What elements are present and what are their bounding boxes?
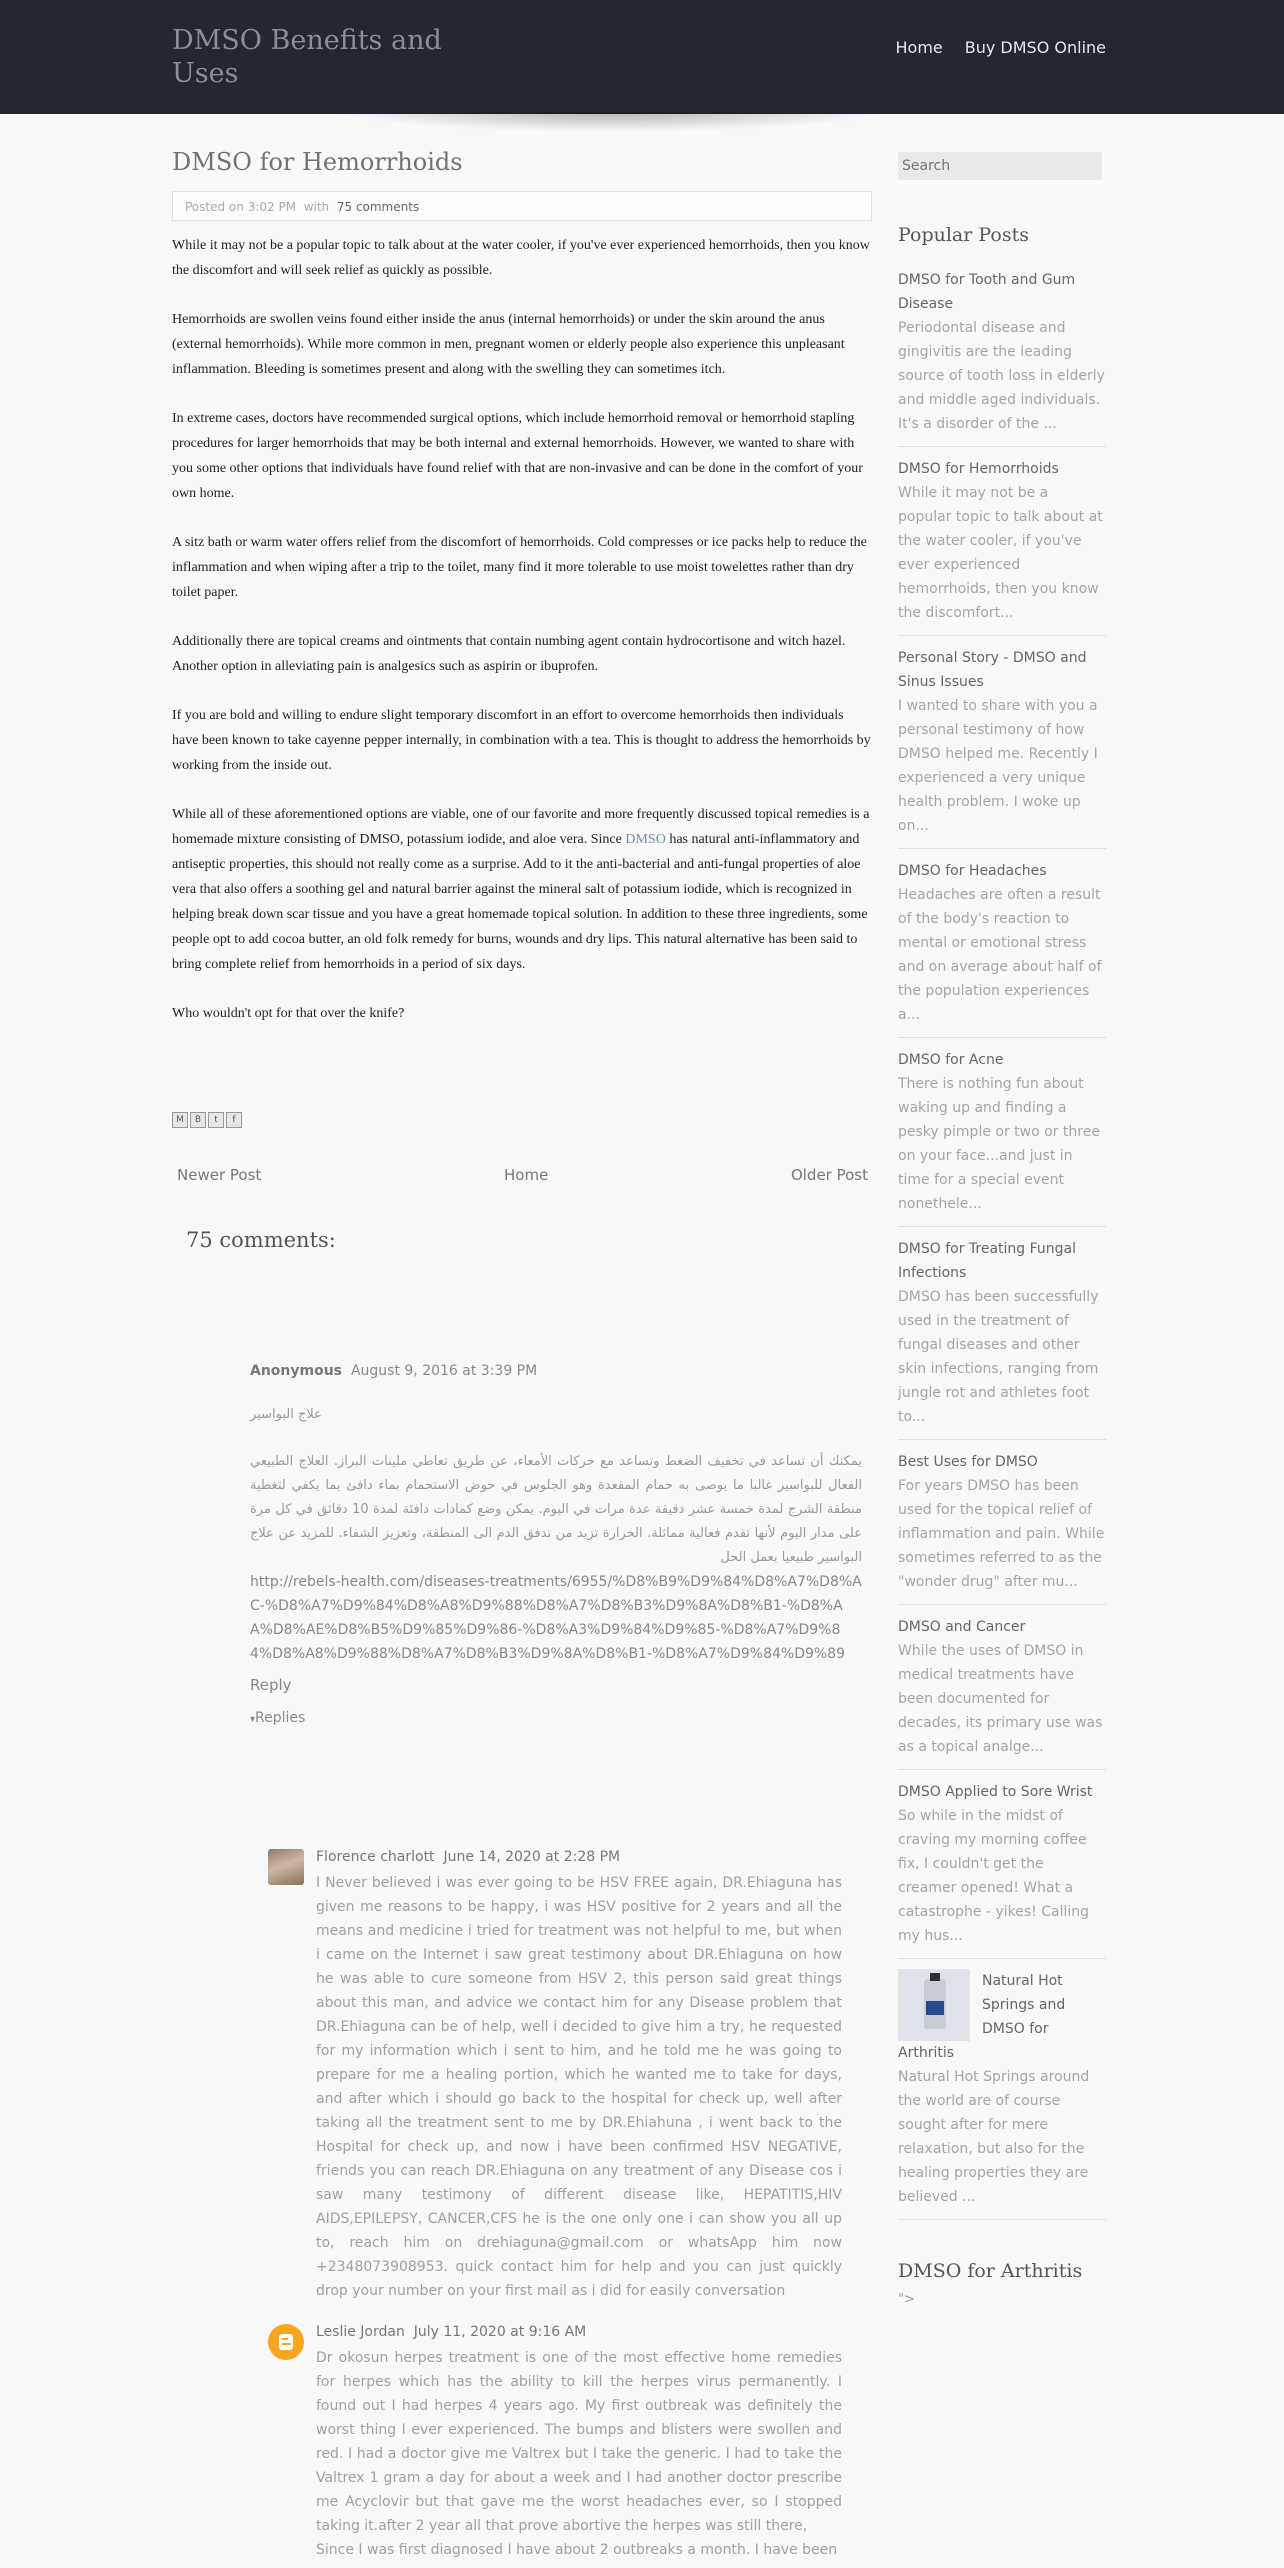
reply-text: Since I was first diagnosed I have about 2 outbreaks a month. I have been bbox=[316, 2542, 838, 2558]
p7-text: While all of these aforementioned options are viable, one of our favorite and more frequently discussed topical remedies is a homemade mixture consisting of DMSO, potassium iodide, and aloe vera. Since bbox=[172, 807, 870, 847]
arthritis-widget-text: "> bbox=[898, 2292, 915, 2307]
popular-post-title[interactable]: Natural Hot Springs and DMSO for Arthritis bbox=[898, 1973, 1066, 2061]
reply-text: I Never believed i was ever going to be HSV FREE again, DR.Ehiaguna has given me reasons to be happy, i was HSV positive for 2 years and all the means and medicine i tried for treatment was not helpful to me, but when i came on the Internet i saw great testimony about DR.Ehiaguna on how he was able to cure someone from HSV 2, this person said great things about this man, and advice we contact him for any Disease problem that DR.Ehiaguna can be of help, well i decided to give him a try, he requested for my information which i sent to him, and he told me he was going to prepare for me a healing portion, which he wanted me to take for days, and after which i should go back to the hospital for check up, well after taking all the treatment sent to me by DR.Ehiahuna , i went back to the Hospital for check up, and now i have been confirmed HSV NEGATIVE, friends you can reach DR.Ehiaguna on any treatment of any Disease cos i saw many testimony of different disease like, HEPATITIS,HIV AIDS,EPILEPSY, CANCER,CFS he is the one only one i can show you all up to, reach him on drehiaguna@gmail.com or whatsApp him now +2348073908953. quick contact him for help and you can just quickly drop your number on your first mail as i did for easily conversation bbox=[316, 1875, 842, 2299]
popular-post-title[interactable]: Best Uses for DMSO bbox=[898, 1454, 1038, 1470]
popular-post-title[interactable]: Personal Story - DMSO and Sinus Issues bbox=[898, 650, 1087, 690]
bottle-icon bbox=[924, 1979, 946, 2029]
reply-date[interactable]: June 14, 2020 at 2:28 PM bbox=[443, 1849, 621, 1865]
p7-text-end: has natural anti-inflammatory and antiseptic properties, this should not really come as a surprise. Add to it the anti-bacterial and anti-fungal properties of aloe vera that also offers a soothing gel and natural barrier against the mineral salt of potassium iodide, which is recognized in helping break down scar tissue and you have a great homemade topical solution. In addition to these three ingredients, some people opt to add cocoa butter, an old folk remedy for burns, wounds and dry lips. This natural alternative has been said to bring complete relief from hemorrhoids in a period of six days. bbox=[172, 832, 868, 972]
reply-comment bbox=[268, 2324, 842, 2562]
comment-arabic-body: يمكنك أن تساعد في تخفيف الضغط وتساعد مع حركات الأمعاء، عن طريق تعاطي ملينات البراز. العلاج الطبيعي الفعال للبواسير غالبا ما يوصى به حمام المقعدة وهو الجلوس في حوض الاستحمام بماء دافئ بما يكفي لتغطية منطقة الشرج لمدة خمسة عشر دقيقة عدة مرات في اليوم. يمكن وضع كمادات دافئة لمدة 10 دقائق في كل مرة على مدار اليوم لأنها تقدم فعالية مماثلة. الحرارة تزيد من تدفق الدم الى المنطقة، وتعزيز الشفاء. للمزيد عن علاج البواسير طبيعيا بعمل الحل bbox=[250, 1454, 862, 1565]
site-title[interactable]: DMSO Benefits and Uses bbox=[172, 25, 442, 89]
meta-comments-link[interactable]: 75 comments bbox=[336, 200, 420, 214]
comment-date[interactable]: August 9, 2016 at 3:39 PM bbox=[350, 1363, 538, 1379]
comment-header bbox=[250, 1363, 862, 1379]
post-paragraph: If you are bold and willing to endure slight temporary discomfort in an effort to overcome hemorrhoids then individuals have been known to take cayenne pepper internally, in combination with a tea. This is thought to address the hemorrhoids by working from the inside out. bbox=[172, 708, 871, 773]
older-post-link[interactable]: Older Post bbox=[790, 1166, 868, 1184]
facebook-share-icon[interactable]: f bbox=[226, 1112, 242, 1128]
post-paragraph: Hemorrhoids are swollen veins found either inside the anus (internal hemorrhoids) or under the skin around the anus (external hemorrhoids). While more common in men, pregnant women or elderly people also experience this unpleasant inflammation. Bleeding is sometimes present and along with the swelling they can sometimes itch. bbox=[172, 312, 845, 377]
popular-post-title[interactable]: DMSO for Treating Fungal Infections bbox=[898, 1241, 1077, 1281]
newer-post-link[interactable]: Newer Post bbox=[177, 1166, 262, 1184]
reply-body bbox=[316, 2324, 842, 2562]
arthritis-heading: DMSO for Arthritis bbox=[898, 2260, 1083, 2282]
comment bbox=[250, 1363, 862, 1726]
reply-comment bbox=[268, 1849, 842, 2303]
popular-post bbox=[898, 1770, 1106, 1959]
popular-post bbox=[898, 636, 1106, 849]
post-paragraph: Additionally there are topical creams and ointments that contain numbing agent contain hydrocortisone and witch hazel. Another option in alleviating pain is analgesics such as aspirin or ibuprofen. bbox=[172, 634, 846, 674]
popular-post bbox=[898, 1038, 1106, 1227]
popular-post-snippet: Natural Hot Springs around the world are of course sought after for mere relaxation, but also for the healing properties they are believed ... bbox=[898, 2069, 1090, 2205]
meta-with: with bbox=[303, 200, 330, 214]
top-nav bbox=[896, 38, 1107, 57]
popular-post-snippet: While the uses of DMSO in medical treatments have been documented for decades, its primary use was as a topical analge... bbox=[898, 1643, 1103, 1755]
popular-post-snippet: Periodontal disease and gingivitis are the leading source of tooth loss in elderly and middle aged individuals. It's a disorder of the ... bbox=[898, 320, 1105, 432]
share-buttons bbox=[172, 1112, 872, 1128]
reply-header bbox=[316, 1849, 842, 1865]
post-paragraph: A sitz bath or warm water offers relief from the discomfort of hemorrhoids. Cold compresses or ice packs help to reduce the inflammation and when wiping after a trip to the toilet, many find it more tolerable to use moist towelettes rather than dry toilet paper. bbox=[172, 535, 867, 600]
popular-post bbox=[898, 258, 1106, 447]
blog-pager bbox=[172, 1166, 872, 1190]
popular-post-snippet: I wanted to share with you a personal testimony of how DMSO helped me. Recently I experienced a very unique health problem. I woke up on... bbox=[898, 698, 1098, 834]
comment-arabic-title: علاج البواسير bbox=[250, 1407, 322, 1422]
post-title[interactable]: DMSO for Hemorrhoids bbox=[172, 148, 463, 176]
popular-post-snippet: Headaches are often a result of the body's reaction to mental or emotional stress and on average about half of the population experiences a... bbox=[898, 887, 1102, 1023]
post-body bbox=[172, 233, 872, 1026]
reply-body bbox=[316, 1849, 842, 2303]
search-input[interactable] bbox=[898, 152, 1102, 180]
replies-toggle[interactable] bbox=[250, 1710, 862, 1726]
nav-buy-dmso-online[interactable]: Buy DMSO Online bbox=[964, 38, 1106, 57]
nav-home[interactable]: Home bbox=[895, 38, 943, 57]
popular-post-snippet: There is nothing fun about waking up and finding a pesky pimple or two or three on your face...and just in time for a special event nonethele... bbox=[898, 1076, 1100, 1212]
popular-post bbox=[898, 1440, 1106, 1605]
main-column bbox=[172, 145, 872, 1252]
post-paragraph: In extreme cases, doctors have recommended surgical options, which include hemorrhoid removal or hemorrhoid stapling procedures for larger hemorrhoids that may be both internal and external hemorrhoids. However, we wanted to share with you some other options that individuals have found relief with that are non-invasive and can be done in the comfort of your own home. bbox=[172, 411, 863, 501]
popular-post-title[interactable]: DMSO for Tooth and Gum Disease bbox=[898, 272, 1076, 312]
popular-post-title[interactable]: DMSO for Headaches bbox=[898, 863, 1047, 879]
blog-share-icon[interactable]: B bbox=[190, 1112, 206, 1128]
reply-header bbox=[316, 2324, 842, 2340]
popular-post bbox=[898, 849, 1106, 1038]
popular-posts-heading: Popular Posts bbox=[898, 224, 1029, 246]
popular-post bbox=[898, 1959, 1106, 2220]
post-meta bbox=[172, 191, 872, 221]
popular-post-title[interactable]: DMSO for Acne bbox=[898, 1052, 1004, 1068]
popular-post-snippet: So while in the midst of craving my morning coffee fix, I couldn't get the creamer opened! What a catastrophe - yikes! Calling my hus... bbox=[898, 1808, 1090, 1944]
popular-post-snippet: While it may not be a popular topic to talk about at the water cooler, if you've ever experienced hemorrhoids, then you know the discomfort... bbox=[898, 485, 1103, 621]
dmso-bottle-thumbnail[interactable] bbox=[898, 1969, 970, 2041]
post-paragraph: While it may not be a popular topic to talk about at the water cooler, if you've ever experienced hemorrhoids, then you know the discomfort and will seek relief as quickly as possible. bbox=[172, 238, 870, 278]
post-paragraph bbox=[172, 802, 872, 977]
popular-post-snippet: For years DMSO has been used for the topical relief of inflammation and pain. While sometimes referred to as the "wonder drug" after mu... bbox=[898, 1478, 1105, 1590]
comments-heading: 75 comments: bbox=[186, 1228, 336, 1252]
dmso-link[interactable]: DMSO bbox=[625, 832, 666, 847]
post-closing: Who wouldn't opt for that over the knife? bbox=[172, 1006, 405, 1021]
comment-author[interactable]: Anonymous bbox=[250, 1363, 343, 1379]
header-shadow bbox=[340, 112, 880, 132]
popular-post-title[interactable]: DMSO and Cancer bbox=[898, 1619, 1026, 1635]
comment-link[interactable]: http://rebels-health.com/diseases-treatments/6955/%D8%B9%D9%84%D8%A7%D8%AC-%D8%A7%D9%84%D8%A8%D9%88%D8%A7%D8%B3%D9%8A%D8%B1-%D8%AA%D8%AE%D8%B5%D9%85%D9%86-%D8%A3%D9%84%D9%85-%D8%A7%D9%84%D8%A8%D9%88%D8%A7%D8%B3%D9%8A%D8%B1-%D8%A7%D9%84%D9%89 bbox=[250, 1574, 862, 1662]
reply-date[interactable]: July 11, 2020 at 9:16 AM bbox=[413, 2324, 587, 2340]
meta-time[interactable]: 3:02 PM bbox=[247, 200, 297, 214]
popular-post bbox=[898, 1605, 1106, 1770]
blogger-avatar-icon[interactable] bbox=[268, 2324, 304, 2360]
reply-author[interactable]: Leslie Jordan bbox=[316, 2324, 405, 2340]
caret-down-icon: ▾ bbox=[250, 1714, 256, 1725]
sidebar bbox=[898, 152, 1106, 2307]
home-link[interactable]: Home bbox=[504, 1166, 549, 1184]
site-header bbox=[0, 0, 1284, 114]
reply-text: Dr okosun herpes treatment is one of the most effective home remedies for herpes which has the ability to kill the herpes virus permanently. I found out I had herpes 4 years ago. My first outbreak was definitely the worst thing I ever experienced. The bumps and blisters were swollen and red. I had a doctor give me Valtrex but I take the generic. I had to take the Valtrex 1 gram a day for about a week and I had another doctor prescribe me Acyclovir but that gave me the worst headaches ever, so I stopped taking it.after 2 year all that prove abortive the herpes was still there, bbox=[316, 2350, 842, 2534]
meta-prefix: Posted on bbox=[185, 200, 244, 214]
twitter-share-icon[interactable]: t bbox=[208, 1112, 224, 1128]
popular-post-title[interactable]: DMSO for Hemorrhoids bbox=[898, 461, 1059, 477]
popular-post-title[interactable]: DMSO Applied to Sore Wrist bbox=[898, 1784, 1093, 1800]
reply-link[interactable]: Reply bbox=[250, 1676, 292, 1694]
popular-post bbox=[898, 1227, 1106, 1440]
popular-post-snippet: DMSO has been successfully used in the treatment of fungal diseases and other skin infections, ranging from jungle rot and athletes foot to... bbox=[898, 1289, 1099, 1425]
replies-label: Replies bbox=[255, 1710, 306, 1726]
email-share-icon[interactable]: M bbox=[172, 1112, 188, 1128]
avatar[interactable] bbox=[268, 1849, 304, 1885]
popular-post bbox=[898, 447, 1106, 636]
reply-author[interactable]: Florence charlott bbox=[316, 1849, 435, 1865]
